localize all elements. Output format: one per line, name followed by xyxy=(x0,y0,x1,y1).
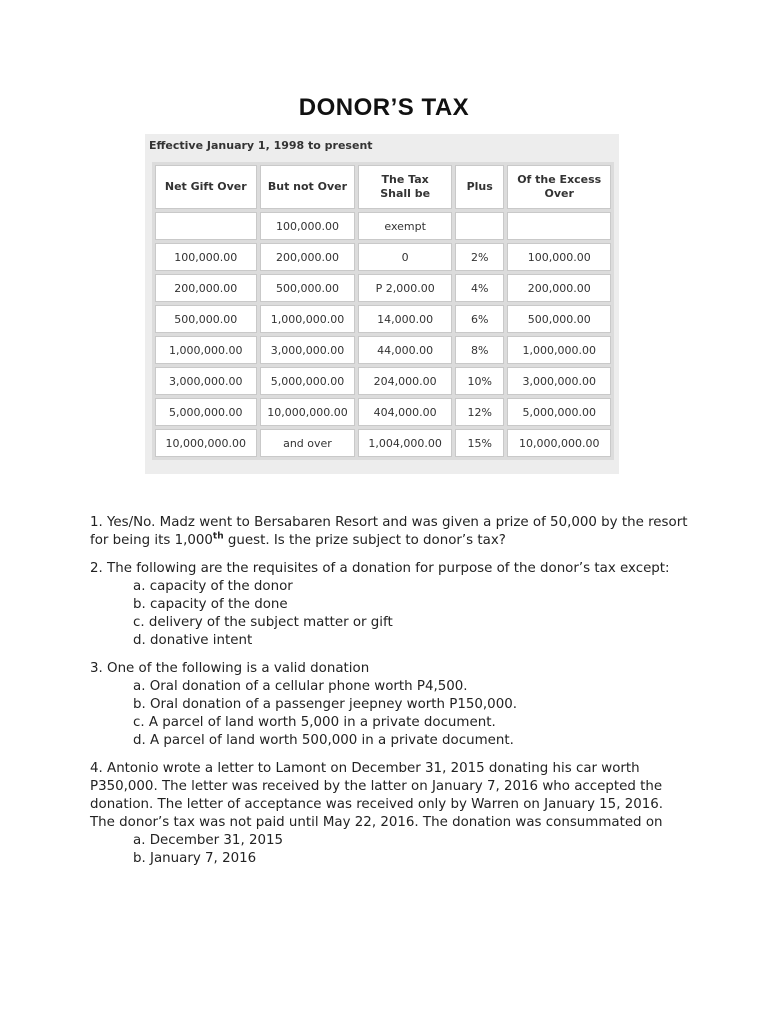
cell-but-not-over: 5,000,000.00 xyxy=(260,367,356,395)
cell-plus xyxy=(455,212,505,240)
choice-item: a. December 31, 2015 xyxy=(133,833,284,848)
cell-net-gift-over: 100,000.00 xyxy=(155,243,257,271)
cell-plus: 10% xyxy=(455,367,505,395)
header-tax-shall-be-line2: Shall be xyxy=(380,187,431,200)
cell-but-not-over: 100,000.00 xyxy=(260,212,356,240)
header-plus: Plus xyxy=(455,165,505,209)
table-caption: Effective January 1, 1998 to present xyxy=(149,139,373,152)
table-row xyxy=(155,367,611,395)
table-header-row xyxy=(155,165,611,209)
header-tax-shall-be xyxy=(358,165,452,209)
donors-tax-table xyxy=(152,162,614,460)
table-row xyxy=(155,429,611,457)
cell-plus: 2% xyxy=(455,243,505,271)
question-2 xyxy=(90,560,690,650)
choice-item: d. A parcel of land worth 500,000 in a private document. xyxy=(133,733,514,748)
table-row xyxy=(155,305,611,333)
header-excess-line2: Over xyxy=(544,187,574,200)
cell-excess-over: 5,000,000.00 xyxy=(507,398,611,426)
cell-but-not-over: and over xyxy=(260,429,356,457)
table-row xyxy=(155,274,611,302)
choice-item: c. delivery of the subject matter or gift xyxy=(133,615,393,630)
choice-item: a. capacity of the donor xyxy=(133,579,293,594)
cell-but-not-over: 10,000,000.00 xyxy=(260,398,356,426)
cell-net-gift-over: 500,000.00 xyxy=(155,305,257,333)
page-title: DONOR’S TAX xyxy=(298,94,470,121)
cell-excess-over xyxy=(507,212,611,240)
header-but-not-over: But not Over xyxy=(260,165,356,209)
cell-but-not-over: 3,000,000.00 xyxy=(260,336,356,364)
choice-item: b. Oral donation of a passenger jeepney worth P150,000. xyxy=(133,697,517,712)
cell-plus: 6% xyxy=(455,305,505,333)
question-3-text: 3. One of the following is a valid donation xyxy=(90,661,370,676)
cell-tax-shall-be: 404,000.00 xyxy=(358,398,452,426)
cell-net-gift-over: 10,000,000.00 xyxy=(155,429,257,457)
cell-but-not-over: 1,000,000.00 xyxy=(260,305,356,333)
choice-item: b. January 7, 2016 xyxy=(133,851,257,866)
question-3-choices xyxy=(90,678,690,750)
cell-plus: 4% xyxy=(455,274,505,302)
cell-tax-shall-be: 44,000.00 xyxy=(358,336,452,364)
header-net-gift-over: Net Gift Over xyxy=(155,165,257,209)
cell-net-gift-over: 1,000,000.00 xyxy=(155,336,257,364)
cell-tax-shall-be: exempt xyxy=(358,212,452,240)
cell-tax-shall-be: 14,000.00 xyxy=(358,305,452,333)
question-1-text-end: guest. Is the prize subject to donor’s tax? xyxy=(223,533,506,548)
table-row xyxy=(155,398,611,426)
cell-excess-over: 10,000,000.00 xyxy=(507,429,611,457)
cell-excess-over: 500,000.00 xyxy=(507,305,611,333)
question-4-choices xyxy=(90,832,690,868)
cell-but-not-over: 500,000.00 xyxy=(260,274,356,302)
cell-plus: 12% xyxy=(455,398,505,426)
cell-tax-shall-be: 0 xyxy=(358,243,452,271)
cell-net-gift-over xyxy=(155,212,257,240)
cell-excess-over: 200,000.00 xyxy=(507,274,611,302)
question-1-text xyxy=(90,514,690,550)
table-row xyxy=(155,212,611,240)
cell-tax-shall-be: 204,000.00 xyxy=(358,367,452,395)
tax-table-image xyxy=(145,134,619,474)
table-row xyxy=(155,243,611,271)
question-list xyxy=(90,514,690,878)
choice-item: d. donative intent xyxy=(133,633,253,648)
question-1-text-start: 1. Yes/No. Madz went to Bersabaren Resort and was given a prize of 50,000 by the resort for being its 1,000 xyxy=(90,515,688,548)
question-3 xyxy=(90,660,690,750)
header-excess-line1: Of the Excess xyxy=(517,173,602,186)
header-tax-shall-be-line1: The Tax xyxy=(381,173,429,186)
cell-excess-over: 3,000,000.00 xyxy=(507,367,611,395)
cell-net-gift-over: 200,000.00 xyxy=(155,274,257,302)
question-2-choices xyxy=(90,578,690,650)
choice-item: c. A parcel of land worth 5,000 in a private document. xyxy=(133,715,496,730)
question-4-text: 4. Antonio wrote a letter to Lamont on December 31, 2015 donating his car worth P350,000. The letter was received by the latter on January 7, 2016 who accepted the donation. The letter of acceptance was received only by Warren on January 15, 2016. The donor’s tax was not paid until May 22, 2016. The donation was consummated on xyxy=(90,761,664,830)
cell-excess-over: 1,000,000.00 xyxy=(507,336,611,364)
choice-item: a. Oral donation of a cellular phone worth P4,500. xyxy=(133,679,468,694)
cell-tax-shall-be: P 2,000.00 xyxy=(358,274,452,302)
cell-net-gift-over: 5,000,000.00 xyxy=(155,398,257,426)
question-2-text: 2. The following are the requisites of a donation for purpose of the donor’s tax except: xyxy=(90,561,670,576)
cell-tax-shall-be: 1,004,000.00 xyxy=(358,429,452,457)
cell-plus: 15% xyxy=(455,429,505,457)
table-row xyxy=(155,336,611,364)
choice-item: b. capacity of the done xyxy=(133,597,288,612)
cell-net-gift-over: 3,000,000.00 xyxy=(155,367,257,395)
cell-excess-over: 100,000.00 xyxy=(507,243,611,271)
cell-plus: 8% xyxy=(455,336,505,364)
ordinal-suffix: th xyxy=(212,531,224,542)
question-4 xyxy=(90,760,690,868)
question-1 xyxy=(90,514,690,550)
cell-but-not-over: 200,000.00 xyxy=(260,243,356,271)
header-excess-over xyxy=(507,165,611,209)
